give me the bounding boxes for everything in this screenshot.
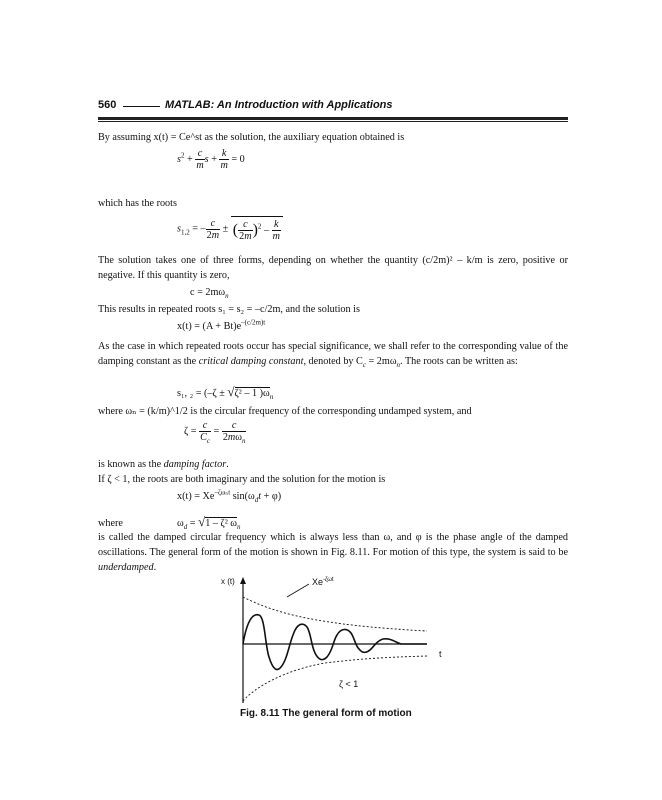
upper-envelope [243, 597, 427, 631]
paragraph-8: If ζ < 1, the roots are both imaginary and the solution for the motion is [98, 474, 386, 485]
x-axis-label: t [439, 649, 442, 659]
paragraph-5-part-d: . The roots can be written as: [400, 356, 518, 367]
underdamped-sin: sin(ω [232, 491, 255, 502]
repeated-root-exponent: –(c/2m)t [241, 318, 266, 327]
page-number: 560 [98, 99, 117, 111]
damping-factor-equation: ζ = $\frac{c}{C_c}$ = $\frac{c}{2m\omega_n}$ [184, 420, 246, 446]
roots-equation: $s_{1,2}$ = – $\frac{c}{2m}$ ± ( $\frac{c}{2m}$ )$^2$ – $\frac{k}{m}$ [177, 216, 283, 242]
roots-zeta-tail: ζ² – 1 )ω [234, 388, 270, 399]
repeated-root-solution [177, 318, 266, 332]
damped-frequency-symbol: ω [177, 518, 184, 529]
where-label: where [98, 518, 123, 529]
roots-zeta-equation: s₁, ₂ = (–ζ ± √ζ² – 1 )$\omega_n$ [177, 384, 274, 402]
damping-factor-term: damping factor [163, 459, 227, 470]
paragraph-5-part-c: = 2mω [365, 356, 397, 367]
envelope-label-text: Xe [312, 577, 324, 587]
paragraph-4: This results in repeated roots s₁ = s₂ = –c/2m, and the solution is [98, 304, 360, 315]
header-rule [123, 106, 160, 107]
paragraph-10: is called the damped circular frequency which is always less than ω, and φ is the phase angle of the damped oscillations. The general form of the motion is shown in Fig. 8.11. For motion of this type, the system is said to be underdamped. [98, 532, 568, 573]
figure-caption: Fig. 8.11 The general form of motion [240, 708, 412, 719]
paragraph-7-text: is known as the [98, 459, 164, 470]
underdamped-term: underdamped [98, 562, 154, 573]
paragraph-7: is known as the damping factor. [98, 459, 229, 470]
underdamped-solution: $x(t) = Xe^{-\zeta\omega_nt}$ $\sin(\omega_dt + \varphi)$ [177, 488, 282, 505]
paragraph-6: where ωₙ = (k/m)^1/2 is the circular frequency of the corresponding undamped system, and [98, 406, 472, 417]
auxiliary-equation: $s^2$ + $\frac{c}{m}$ s + $\frac{k}{m}$ = 0 [177, 148, 245, 171]
paragraph-5-part-b: , denoted by C [303, 356, 363, 367]
running-head-title: MATLAB: An Introduction with Applications [165, 99, 393, 111]
paragraph-1: By assuming x(t) = Ce^st as the solution, the auxiliary equation obtained is [98, 132, 405, 143]
critical-equation-text: c = 2mω [190, 287, 226, 298]
critical-damping-term: critical damping constant [198, 356, 304, 367]
figure-8-11 [215, 575, 455, 705]
paragraph-3: The solution takes one of three forms, depending on whether the quantity (c/2m)² – k/m is zero, positive or negative. If this quantity is zero, [98, 255, 568, 281]
envelope-leader-line [287, 584, 309, 597]
header-bar [98, 117, 568, 120]
damped-frequency-equation: $\omega_d = √1 - \zeta^2$ $\omega_n$ [177, 514, 241, 532]
paragraph-10-text: is called the damped circular frequency which is always less than ω, and φ is the phase angle of the damped oscillations. The general form of the motion is shown in Fig. 8.11. For motion of this type, the system is said to be [98, 532, 568, 558]
repeated-root-solution-text: x(t) = (A + Bt)e [177, 321, 242, 332]
critical-equation: $c = 2m\omega_n$ [190, 287, 229, 301]
header-bar-thin [98, 121, 568, 122]
paragraph-5-part-a: As the case in which repeated roots occur has special significance, we shall refer to the corresponding value of the damping constant as the [98, 341, 568, 367]
paragraph-5: As the case in which repeated roots occur has special significance, we shall refer to the corresponding value of the damping constant as the critical damping constant, denoted by $C_c = 2m\omega_n$. The roots can be written as: [98, 341, 568, 370]
underdamped-exponent: –ζωₙt [214, 488, 231, 497]
underdamped-plot [215, 575, 455, 705]
condition-label: ζ < 1 [339, 679, 359, 689]
envelope-label [312, 577, 334, 587]
underdamped-solution-text: x(t) = Xe [177, 491, 215, 502]
y-axis-label: x (t) [221, 577, 235, 586]
y-axis-arrow [240, 577, 246, 584]
damped-frequency-tail: 1 – ζ² ω [205, 518, 238, 529]
roots-zeta-text: s₁, ₂ = (–ζ ± [177, 388, 225, 399]
paragraph-2: which has the roots [98, 198, 177, 209]
envelope-label-exp: -ζωt [323, 577, 334, 583]
